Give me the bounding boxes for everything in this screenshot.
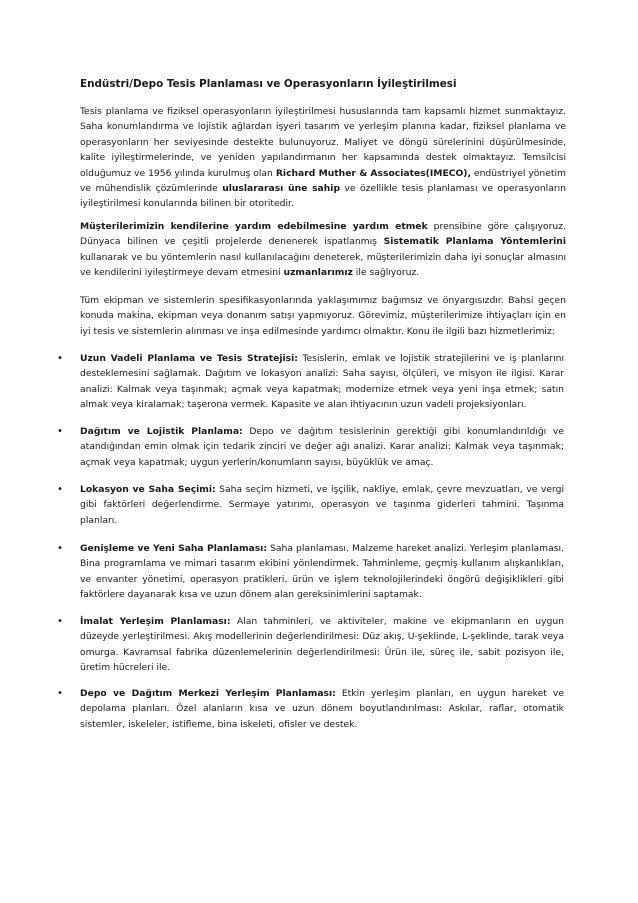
intro-paragraph: [80, 104, 566, 212]
service-text: Saha planlaması. Malzeme hareket analizi. Yerleşim planlaması. Bina programlama ve mimari tasarım ekibini yönlendirmek. Tahminleme, geçmiş kullanım alışkanlıkları, ve envanter yönetimi, operasyon pratikleri, ürün ve işlem teknolojilerindeki öngörü değişiklikleri gibi faktörlere dayanarak kısa ve uzun dönem alan gereksinimlerini saptamak.: [80, 543, 564, 601]
service-heading: Genişleme ve Yeni Saha Planlaması:: [80, 543, 268, 554]
bullet-icon: •: [57, 484, 63, 495]
intro-bold-reputation: uluslararası üne sahip: [222, 183, 341, 195]
bullet-icon: •: [57, 616, 63, 627]
intro-bold-company: Richard Muther & Associates(IMECO),: [275, 167, 471, 179]
method-text-3: ile sağlıyoruz.: [352, 267, 420, 279]
service-text: Saha seçim hizmeti, ve işçilik, nakliye, emlak, çevre mevzuatları, ve vergi gibi faktörleri değerlendirme. Sermaye yatırımı, operasyon ve taşınma giderleri tahmini. Taşınma planları.: [80, 484, 565, 526]
service-text: Alan tahminleri, ve aktiviteler, makine ve ekipmanların en uygun düzeyde yerleştirilmesi. Akış modellerinin değerlendirilmesi: Düz akış, U-şeklinde, L-şeklinde, tarak veya omurga. Kavramsal fabrika düzenlemelerinin değerlendirilmesi: Ürün ile, süreç ile, sabit pozisyon ile, üretim hücreleri ile.: [80, 616, 564, 674]
service-item: [57, 614, 564, 676]
method-bold-experts: uzmanlarımız: [283, 267, 353, 279]
service-text: Etkin yerleşim planları, en uygun hareket ve depolama planları. Özel alanların kısa ve uzun dönem boyutlandırılması: Askılar, raflar, otomatik sistemler, iskeleler, istifleme, bina iskeleti, ofisler ve destek.: [80, 688, 564, 730]
intro-text-2: endüstriyel yönetim ve mühendislik çözümlerinde: [80, 167, 566, 195]
service-item: [57, 686, 564, 732]
services-intro-text: Tüm ekipman ve sistemlerin spesifikasyonlarında yaklaşımımız bağımsız ve önyargısızdır. Bahsi geçen konuda makina, ekipman veya donanım satışı yapmıyoruz. Görevimiz, müşterilerimize ihtiyaçları için en iyi tesis ve sistemlerin alınması ve inşa edilmesinde yardımcı olmaktır. Konu ile ilgili bazı hizmetlerimiz:: [80, 295, 566, 337]
method-bold-methods: Sistematik Planlama Yöntemlerini: [383, 236, 566, 248]
service-heading: Depo ve Dağıtım Merkezi Yerleşim Planlaması:: [80, 688, 336, 699]
bullet-icon: •: [57, 543, 63, 554]
service-item: [57, 424, 564, 470]
method-bold-principle: Müşterilerimizin kendilerine yardım edebilmesine yardım etmek: [80, 221, 428, 232]
method-text-1: prensibine göre çalışıyoruz. Dünyaca bilinen ve çeşitli projelerde denenerek ispatlanmış: [80, 221, 566, 248]
intro-text-3: ve özellikle tesis planlaması ve operasyonların iyileştirilmesi konularında bilinen bir otoritedir.: [80, 183, 566, 210]
bullet-icon: •: [57, 426, 63, 437]
service-heading: Dağıtım ve Lojistik Planlama:: [80, 426, 243, 437]
service-text: Tesislerin, emlak ve lojistik stratejilerini ve iş planlarını desteklemesini sağlamak. Dağıtım ve lokasyon analizi: Saha sayısı, ölçüleri, ve misyon ile ilgisi. Karar analizi: Kalmak veya taşınmak; açmak veya kapatmak; modernize etmek veya yeni inşa etmek; satın almak veya kiralamak; taşeronа vermek. Kapasite ve alan ihtiyacının uzun vadeli projeksiyonları.: [80, 353, 565, 411]
service-heading: Uzun Vadeli Planlama ve Tesis Stratejisi:: [80, 353, 298, 364]
bullet-icon: •: [57, 688, 63, 699]
service-heading: Lokasyon ve Saha Seçimi:: [80, 484, 216, 495]
intro-text-1: Tesis planlama ve fiziksel operasyonların iyileştirilmesi hususlarında tam kapsamlı hizmet sunmaktayız. Saha konumlandırma ve lojistik ağlardan işyeri tasarım ve yerleşim planına kadar, fiziksel planlama ve operasyonların her seviyesinde destekte bulunuyoruz. Maliyet ve döngü sürelerinini düşürülmesinde, kalite iyileştirmelerinde, ve yeniden yapılandırmanın her kapsamında destek olmaktayız. Temsilcisi olduğumuz ve 1956 yılında kurulmuş olan: [80, 106, 566, 179]
service-item: [57, 482, 565, 528]
method-text-2: kullanarak ve bu yöntemlerin nasıl kullanılacağını deneterek, müşterilerimizin daha iyi sonuçlar almasını ve kendilerini iyileştirmeye devam etmesini: [80, 251, 566, 279]
services-intro-paragraph: [80, 293, 566, 339]
service-item: [57, 351, 565, 413]
service-text: Depo ve dağıtım tesislerinin gerektiği gibi konumlandırıldığı ve atandığından emin olmak için tedarik zinciri ve değer ağı analizi. Karar analizi: Kalmak veya taşınmak; açmak veya kapatmak; uygun yerlerin/konumların sayısı, büyüklük ve amaç.: [80, 426, 564, 468]
document-title: Endüstri/Depo Tesis Planlaması ve Operasyonların İyileştirilmesi: [80, 78, 457, 90]
service-item: [57, 541, 564, 603]
service-heading: İmalat Yerleşim Planlaması:: [80, 616, 231, 627]
bullet-icon: •: [57, 353, 63, 364]
method-paragraph: [80, 219, 566, 281]
